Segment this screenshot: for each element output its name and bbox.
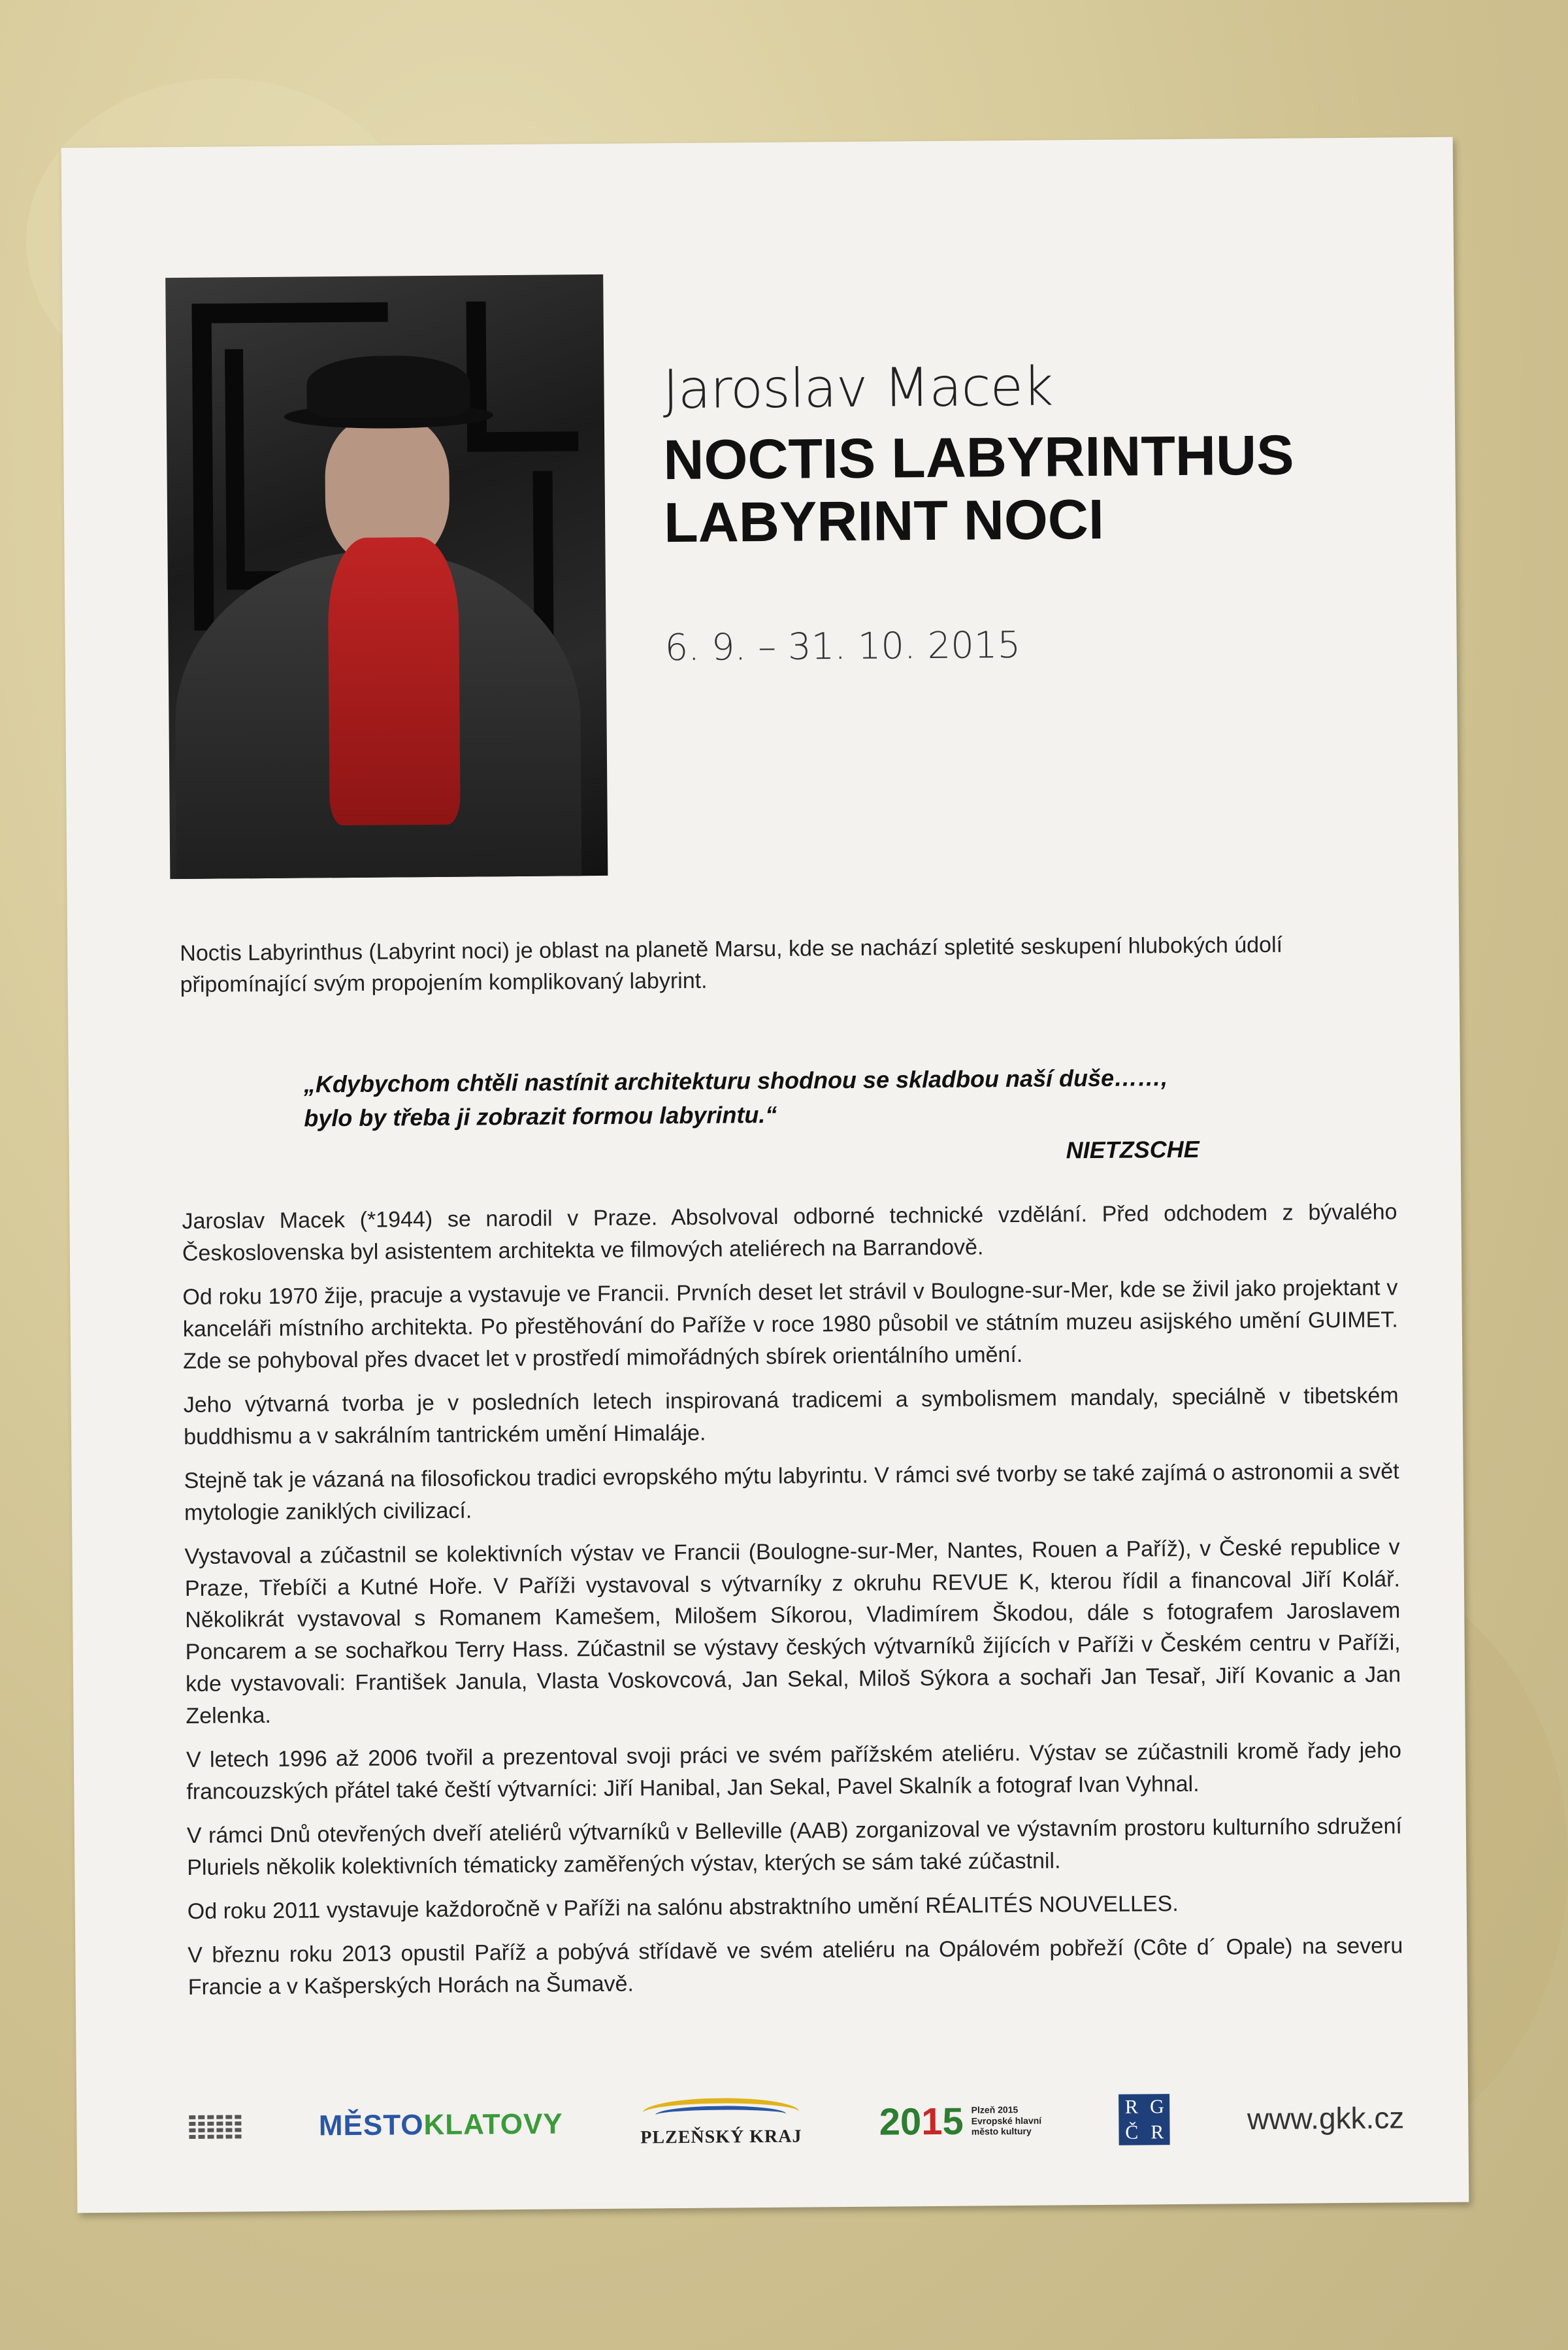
sponsor-logos	[189, 2081, 1405, 2163]
klatovy-text: MĚSTO	[318, 2109, 424, 2142]
artist-portrait	[165, 274, 608, 879]
quote-line: bylo by třeba ji zobrazit formou labyrintu.“	[304, 1101, 777, 1132]
mesto-klatovy-logo	[319, 2108, 563, 2142]
year-text: 1	[921, 2100, 943, 2143]
artist-name: Jaroslav Macek	[662, 356, 1053, 422]
bio-paragraph: V rámci Dnů otevřených dveří ateliérů výtvarníků v Belleville (AAB) zorganizoval ve výstavním prostoru kulturního sdružení Pluriels několik kolektivních tématicky zaměřených výstav, kterých se sám také zúčastnil.	[186, 1813, 1403, 1881]
exhibition-poster	[61, 137, 1469, 2213]
year-text: 5	[942, 2100, 964, 2143]
rgcr-letter: G	[1149, 2096, 1164, 2118]
exhibition-title: NOCTIS LABYRINTHUS	[663, 423, 1294, 492]
bio-paragraph: Od roku 2011 vystavuje každoročně v Paříži na salónu abstraktního umění RÉALITÉS NOUVELLES.	[187, 1891, 1179, 1925]
exhibition-dates: 6. 9. – 31. 10. 2015	[664, 623, 1021, 669]
bio-paragraph: V letech 1996 až 2006 tvořil a prezentoval svoji práci ve svém pařížském ateliéru. Výstav se zúčastnili kromě řady jeho francouzských přátel také čeští výtvarníci: Jiří Hanibal, Jan Sekal, Pavel Skalník a fotograf Ivan Vyhnal.	[186, 1738, 1402, 1805]
rgcr-letter: R	[1151, 2121, 1164, 2143]
quote-line: „Kdybychom chtěli nastínit architekturu shodnou se skladbou naší duše……,	[303, 1064, 1168, 1098]
poster-header	[662, 354, 1384, 669]
rgcr-logo	[1119, 2094, 1170, 2145]
quote-author: NIETZSCHE	[1066, 1136, 1200, 1164]
bio-paragraph: Vystavoval a zúčastnil se kolektivních výstav ve Francii (Boulogne-sur-Mer, Nantes, Rouen a Paříž), v České republice v Praze, Třebíči a Kutné Hoře. V Paříži vystavoval s výtvarníky z okruhu REVUE K, kterou řídil a financoval Jiří Kolář. Několikrát vystavoval s Romanem Kamešem, Milošem Síkorou, Vladimírem Škodou, dále s fotografem Jaroslavem Poncarem a se sochařkou Terry Hass. Zúčastnil se výstavy českých výtvarníků žijících v Paříži v Českém centru v Paříži, kde vystavovali: František Janula, Vlasta Voskovcová, Jan Sekal, Miloš Sýkora a sochaři Jan Tesař, Jiří Kovanic a Jan Zelenka.	[184, 1534, 1401, 1729]
bio-paragraph: V březnu roku 2013 opustil Paříž a pobývá střídavě ve svém ateliéru na Opálovém pobřeží (Côte d´ Opale) na severu Francie a v Kašperských Horách na Šumavě.	[188, 1933, 1403, 2000]
intro-text: Noctis Labyrinthus (Labyrint noci) je oblast na planetě Marsu, kde se nachází spletité seskupení hlubokých údolí připomínající svým propojením komplikovaný labyrint.	[180, 932, 1283, 998]
rgcr-letter: Č	[1125, 2121, 1139, 2143]
year-text: 20	[879, 2100, 922, 2143]
gkk-logo	[189, 2100, 242, 2153]
quote-block	[304, 1060, 1284, 1174]
bio-paragraph: Jaroslav Macek (*1944) se narodil v Praze. Absolvoval odborné technické vzdělání. Před odchodem z bývalého Československa byl asistentem architekta ve filmových ateliérech na Barrandově.	[182, 1199, 1397, 1266]
rgcr-letter: R	[1124, 2096, 1139, 2118]
website-url: www.gkk.cz	[1247, 2100, 1405, 2136]
plzen-2015-logo	[879, 2098, 1041, 2143]
exhibition-subtitle: LABYRINT NOCI	[663, 488, 1105, 555]
plzensky-kraj-text: PLZEŇSKÝ KRAJ	[640, 2126, 802, 2148]
klatovy-text: KLATOVY	[423, 2108, 563, 2142]
biography	[182, 1196, 1403, 2015]
plzen-2015-caption: Plzeň 2015 Evropské hlavní město kultury	[971, 2104, 1042, 2137]
bio-paragraph: Od roku 1970 žije, pracuje a vystavuje ve Francii. Prvních deset let strávil v Boulogne-sur-Mer, kde se živil jako projektant v kanceláři místního architekta. Po přestěhování do Paříže v roce 1980 působil ve státním muzeu asijského umění GUIMET. Zde se pohyboval přes dvacet let v prostředí mimořádných sbírek orientálního umění.	[182, 1275, 1398, 1374]
plzensky-kraj-logo	[640, 2098, 802, 2149]
bio-paragraph: Stejně tak je vázaná na filosofickou tradici evropského mýtu labyrintu. V rámci své tvorby se také zajímá o astronomii a svět mytologie zaniklých civilizací.	[184, 1459, 1399, 1525]
bio-paragraph: Jeho výtvarná tvorba je v posledních letech inspirovaná tradicemi a symbolismem mandaly, speciálně v tibetském buddhismu a v sakrálním tantrickém umění Himaláje.	[183, 1383, 1399, 1449]
